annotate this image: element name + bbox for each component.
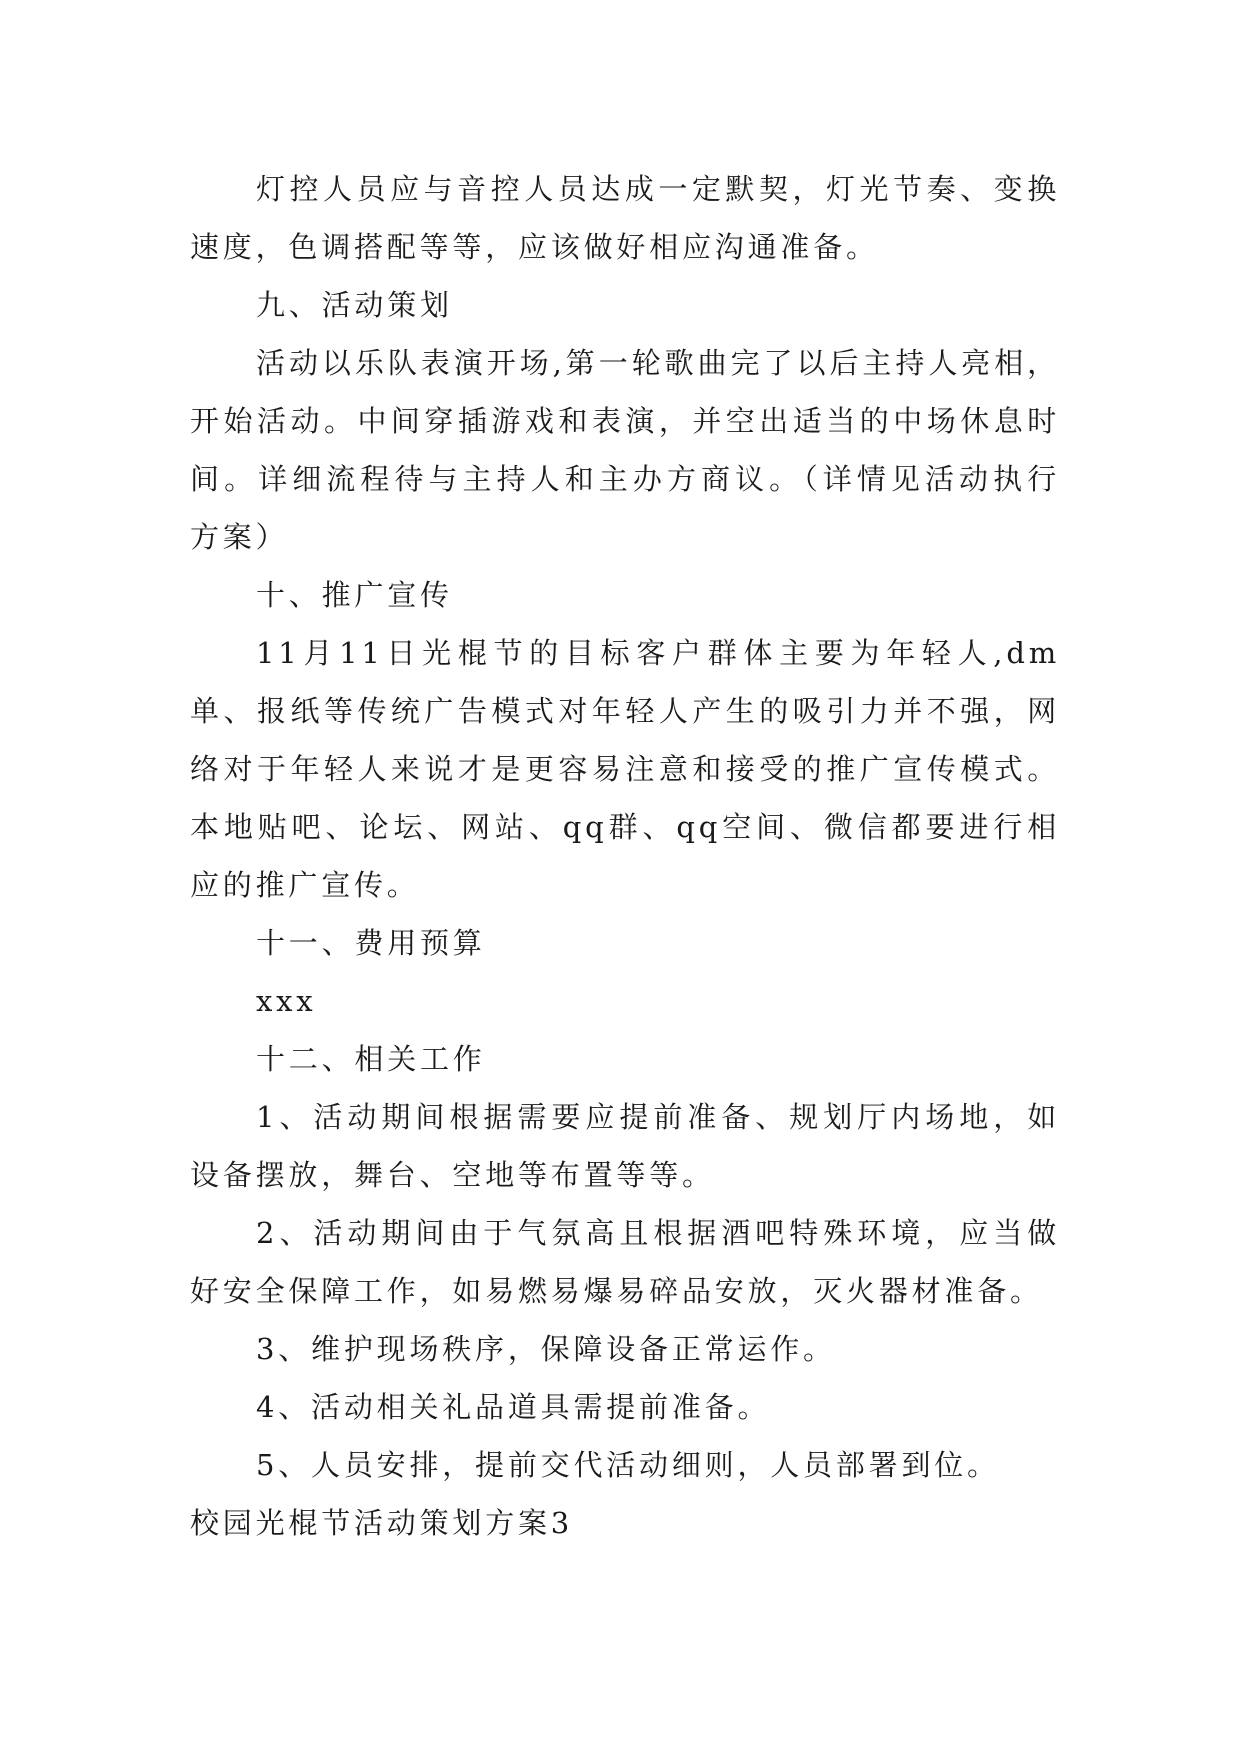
paragraph-lighting: 灯控人员应与音控人员达成一定默契，灯光节奏、变换速度，色调搭配等等，应该做好相应沟通准备。: [190, 172, 1060, 264]
paragraph-budget: xxx: [256, 984, 317, 1018]
list-item-4: 4、活动相关礼品道具需提前准备。: [256, 1390, 771, 1424]
heading-budget: 十一、费用预算: [256, 926, 486, 960]
paragraph-promotion: 11月11日光棍节的目标客户群体主要为年轻人,dm单、报纸等传统广告模式对年轻人产生的吸引力并不强，网络对于年轻人来说才是更容易注意和接受的推广宣传模式。本地贴吧、论坛、网站、qq群、qq空间、微信都要进行相应的推广宣传。: [190, 636, 1060, 902]
list-item-2: 2、活动期间由于气氛高且根据酒吧特殊环境，应当做好安全保障工作，如易燃易爆易碎品安放，灭火器材准备。: [190, 1216, 1060, 1308]
heading-activity-planning: 九、活动策划: [256, 288, 453, 322]
section-title: 校园光棍节活动策划方案3: [190, 1506, 574, 1540]
heading-related-work: 十二、相关工作: [256, 1042, 486, 1076]
list-item-5: 5、人员安排，提前交代活动细则，人员部署到位。: [256, 1448, 1000, 1482]
paragraph-activity-planning: 活动以乐队表演开场,第一轮歌曲完了以后主持人亮相，开始活动。中间穿插游戏和表演，并空出适当的中场休息时间。详细流程待与主持人和主办方商议。（详情见活动执行方案）: [190, 346, 1060, 554]
list-item-3: 3、维护现场秩序，保障设备正常运作。: [256, 1332, 836, 1366]
document-body: [190, 160, 1060, 1552]
list-item-1: 1、活动期间根据需要应提前准备、规划厅内场地，如设备摆放，舞台、空地等布置等等。: [190, 1100, 1060, 1192]
heading-promotion: 十、推广宣传: [256, 578, 453, 612]
